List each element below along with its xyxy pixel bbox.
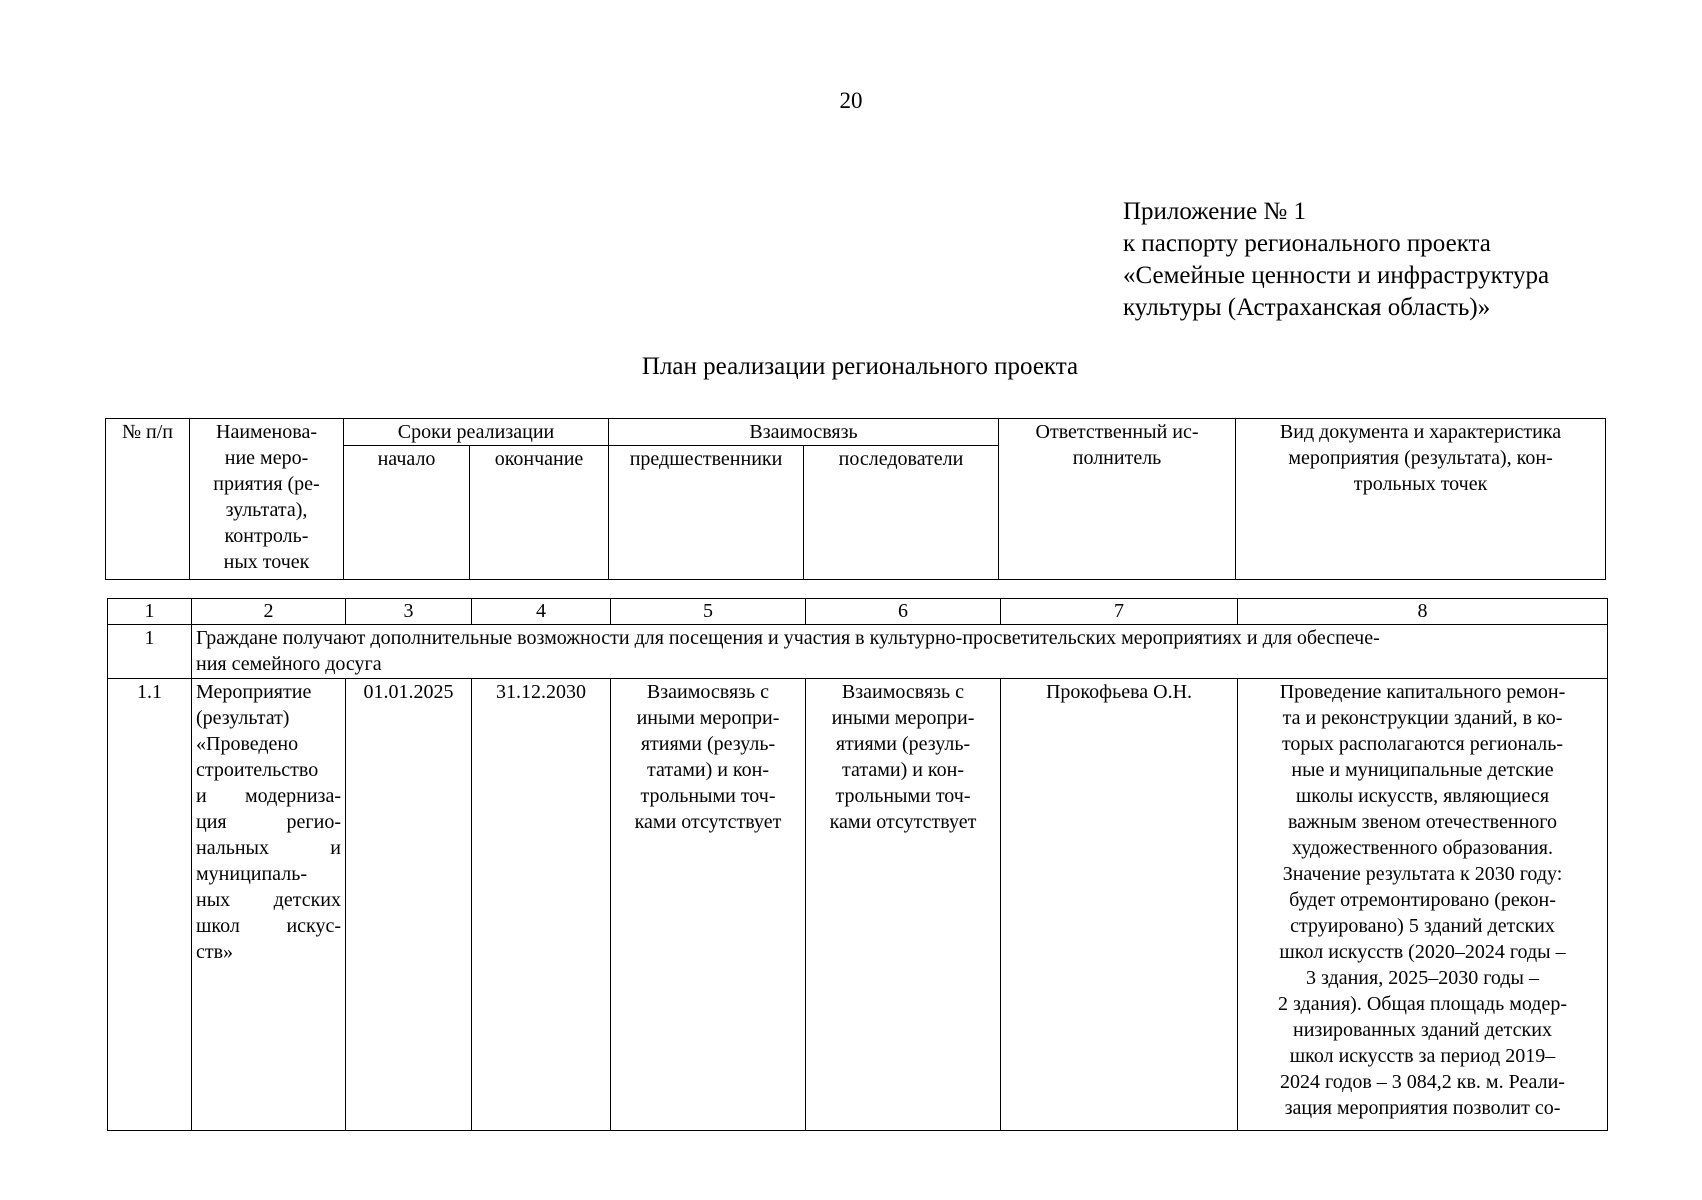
row-name-line: строительство	[196, 759, 319, 781]
header-number-col: № п/п	[106, 419, 190, 580]
column-index: 6	[806, 599, 1001, 625]
row-description-line: художественного образования.	[1291, 837, 1553, 859]
appendix-line: к паспорту регионального проекта	[1123, 230, 1491, 257]
row-description-line: 3 здания, 2025–2030 годы –	[1306, 967, 1539, 989]
row-number: 1.1	[108, 679, 192, 1131]
header-document-line: трольных точек	[1353, 473, 1488, 495]
row-description-line: та и реконструкции зданий, в ко-	[1282, 707, 1563, 729]
row-description-line: 2024 годов – 3 084,2 кв. м. Реали-	[1280, 1071, 1565, 1093]
page-number: 20	[839, 88, 863, 113]
row-predecessors-line: иными меропри-	[636, 707, 780, 729]
plan-table	[107, 598, 1608, 1131]
column-index-row	[108, 599, 1608, 625]
row-description-line: ные и муниципальные детские	[1291, 759, 1554, 781]
row-predecessors	[611, 679, 806, 1131]
column-index: 8	[1238, 599, 1608, 625]
header-links-group: Взаимосвязь	[609, 419, 999, 446]
row-predecessors-line: ками отсутствует	[634, 811, 782, 833]
row-name-line: «Проведено	[196, 733, 299, 755]
row-successors-line: ками отсутствует	[829, 811, 977, 833]
appendix-line: «Семейные ценности и инфраструктура	[1123, 262, 1550, 289]
row-description	[1238, 679, 1608, 1131]
header-responsible-col	[999, 419, 1236, 580]
header-start-col: начало	[344, 446, 470, 580]
section-number: 1	[108, 625, 192, 679]
section-title-line: ния семейного досуга	[196, 653, 382, 675]
row-name	[192, 679, 346, 1131]
row-name-line: Мероприятие	[196, 681, 312, 703]
row-name-line: ция регио-	[196, 811, 341, 833]
row-name-line: и модерниза-	[196, 785, 341, 807]
header-end-col: окончание	[470, 446, 609, 580]
header-successors-col: последователи	[804, 446, 999, 580]
header-name-line: ние меро-	[224, 447, 309, 469]
header-responsible-line: Ответственный ис-	[1035, 421, 1199, 443]
header-name-line: контроль-	[224, 525, 309, 547]
plan-title: План реализации регионального проекта	[641, 353, 1079, 380]
header-predecessors-col: предшественники	[609, 446, 804, 580]
row-name-line: ных детских	[196, 889, 341, 911]
row-description-line: школы искусств, являющиеся	[1295, 785, 1550, 807]
header-document-col	[1236, 419, 1606, 580]
column-index: 5	[611, 599, 806, 625]
row-description-line: Проведение капитального ремон-	[1279, 681, 1566, 703]
row-successors-line: ятиями (резуль-	[835, 733, 971, 755]
row-successors-line: трольными точ-	[835, 785, 971, 807]
column-index: 4	[472, 599, 611, 625]
header-document-line: Вид документа и характеристика	[1279, 421, 1562, 443]
row-description-line: низированных зданий детских	[1293, 1019, 1552, 1041]
row-description-line: школ искусств за период 2019–	[1289, 1045, 1556, 1067]
header-document-line: мероприятия (результата), кон-	[1288, 447, 1553, 469]
row-description-line: Значение результата к 2030 году:	[1282, 863, 1563, 885]
column-index: 3	[346, 599, 472, 625]
row-successors	[806, 679, 1001, 1131]
section-title-line: Граждане получают дополнительные возможности для посещения и участия в культурно-просветительских мероприятиях и для обеспече-	[196, 627, 1380, 649]
row-description-line: важным звеном отечественного	[1288, 811, 1557, 833]
header-name-line: приятия (ре-	[213, 473, 320, 495]
table-row	[108, 679, 1608, 1131]
row-successors-line: Взаимосвязь с	[841, 681, 965, 703]
row-successors-line: иными меропри-	[831, 707, 975, 729]
row-description-line: школ искусств (2020–2024 годы –	[1279, 941, 1566, 963]
column-index: 2	[192, 599, 346, 625]
section-title	[192, 625, 1608, 679]
row-description-line: зация мероприятия позволит со-	[1284, 1097, 1561, 1119]
header-name-line: ных точек	[223, 551, 310, 573]
row-successors-line: татами) и кон-	[842, 759, 964, 781]
row-predecessors-line: ятиями (резуль-	[640, 733, 776, 755]
row-name-line: нальных и	[196, 837, 341, 859]
column-index: 1	[108, 599, 192, 625]
row-predecessors-line: татами) и кон-	[647, 759, 769, 781]
row-name-line: (результат)	[196, 707, 290, 729]
row-responsible: Прокофьева О.Н.	[1001, 679, 1238, 1131]
appendix-block	[1123, 196, 1549, 324]
row-end-date: 31.12.2030	[472, 679, 611, 1131]
row-name-line: школ искус-	[196, 915, 341, 937]
row-predecessors-line: трольными точ-	[640, 785, 776, 807]
appendix-line: Приложение № 1	[1123, 198, 1307, 225]
row-predecessors-line: Взаимосвязь с	[646, 681, 770, 703]
header-name-line: зультата),	[225, 499, 308, 521]
row-start-date: 01.01.2025	[346, 679, 472, 1131]
row-description-line: 2 здания). Общая площадь модер-	[1277, 993, 1567, 1015]
section-row	[108, 625, 1608, 679]
header-terms-group: Сроки реализации	[344, 419, 609, 446]
header-responsible-line: полнитель	[1072, 447, 1162, 469]
appendix-line: культуры (Астраханская область)»	[1123, 294, 1491, 321]
row-name-line: ств»	[196, 941, 234, 963]
row-description-line: торых располагаются региональ-	[1281, 733, 1564, 755]
row-name-line: муниципаль-	[196, 863, 307, 885]
header-table	[105, 418, 1606, 580]
column-index: 7	[1001, 599, 1238, 625]
row-description-line: будет отремонтировано (рекон-	[1289, 889, 1556, 911]
row-description-line: струировано) 5 зданий детских	[1290, 915, 1555, 937]
header-name-line: Наименова-	[216, 421, 317, 443]
header-name-col	[190, 419, 344, 580]
